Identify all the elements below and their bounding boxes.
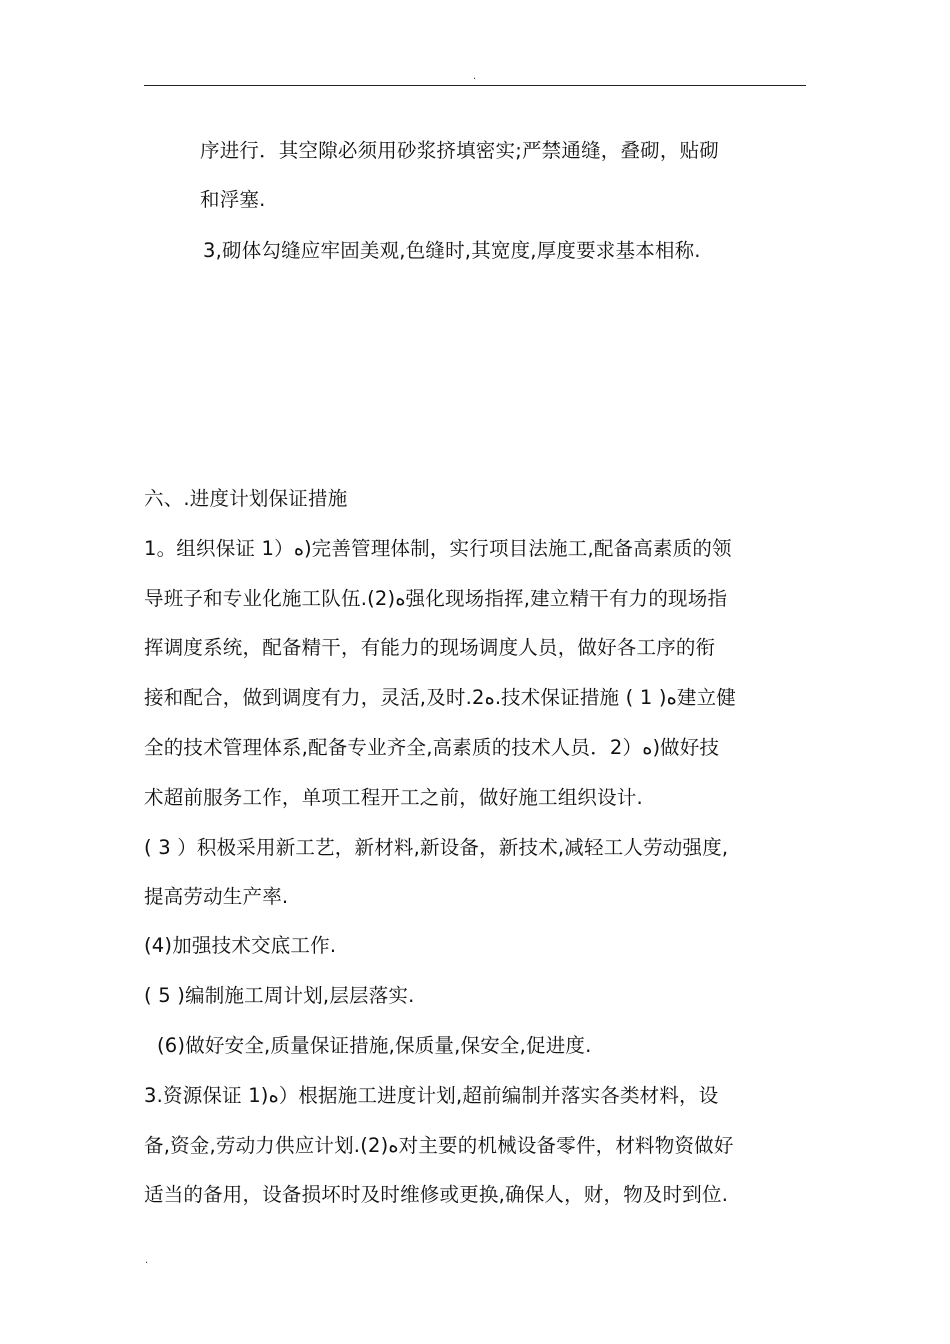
body-line: (4)加强技术交底工作. <box>144 934 337 957</box>
body-line: 适当的备用，设备损坏时及时维修或更换,确保人，财，物及时到位. <box>144 1183 729 1206</box>
body-line: 3.资源保证 1)ﻩ）根据施工进度计划,超前编制并落实各类材料，设 <box>144 1084 719 1107</box>
body-line: 备,资金,劳动力供应计划.(2)ﻩ对主要的机械设备零件，材料物资做好 <box>144 1134 734 1157</box>
body-line: (6)做好安全,质量保证措施,保质量,保安全,促进度. <box>157 1034 592 1057</box>
body-line: 序进行．其空隙必须用砂浆挤填密实;严禁通缝，叠砌，贴砌 <box>200 139 719 162</box>
body-line: 3,砌体勾缝应牢固美观,色缝时,其宽度,厚度要求基本相称. <box>203 239 701 262</box>
body-line: ( 3 ）积极采用新工艺，新材料,新设备，新技术,减轻工人劳动强度, <box>144 836 729 859</box>
header-dot: . <box>473 71 477 82</box>
body-line: 1。组织保证 1）ﻩ)完善管理体制，实行项目法施工,配备高素质的领 <box>144 537 732 560</box>
section-heading: 六、.进度计划保证措施 <box>144 487 348 510</box>
body-line: 和浮塞. <box>200 188 266 211</box>
body-line: 接和配合，做到调度有力，灵活,及时.2ﻩ.技术保证措施 ( 1 )ﻩ建立健 <box>144 686 736 709</box>
body-line: ( 5 )编制施工周计划,层层落实. <box>144 984 415 1007</box>
body-line: 挥调度系统，配备精干，有能力的现场调度人员，做好各工序的衔 <box>144 636 716 659</box>
footer-dot: . <box>145 1255 149 1266</box>
body-line: 术超前服务工作，单项工程开工之前，做好施工组织设计. <box>144 786 643 809</box>
header-rule <box>144 85 806 86</box>
body-line: 提高劳动生产率. <box>144 885 289 908</box>
body-line: 导班子和专业化施工队伍.(2)ﻩ强化现场指挥,建立精干有力的现场指 <box>144 587 728 610</box>
body-line: 全的技术管理体系,配备专业齐全,高素质的技术人员．2）ﻩ)做好技 <box>144 736 720 759</box>
